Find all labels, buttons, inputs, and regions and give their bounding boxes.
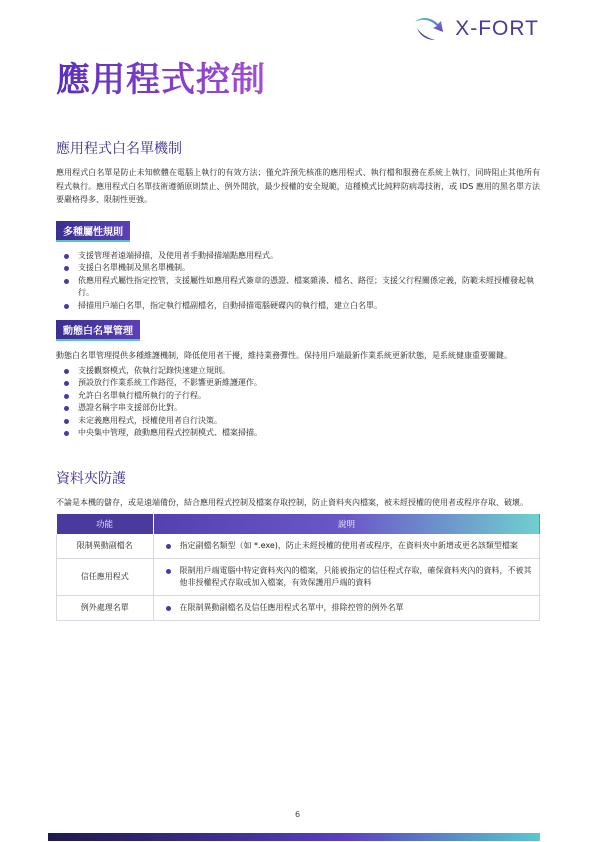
list-item: 預設放行作業系統工作路徑，不影響更新維護運作。 bbox=[56, 377, 540, 390]
xfort-swoosh-icon bbox=[413, 16, 447, 42]
table-cell-desc bbox=[153, 559, 540, 596]
table-cell-feature: 信任應用程式 bbox=[57, 559, 154, 596]
list-item: 支援管理者遠端掃描，及使用者手動掃描端點應用程式。 bbox=[56, 250, 540, 263]
multi-rules-list bbox=[56, 250, 540, 313]
tag-dynamic-whitelist: 動態白名單管理 bbox=[56, 320, 140, 341]
list-item: 掃描用戶端白名單，指定執行檔副檔名，自動掃描電腦硬碟內的執行檔，建立白名單。 bbox=[56, 300, 540, 313]
list-item: 支援觀察模式，依執行記錄快速建立規則。 bbox=[56, 365, 540, 378]
table-row bbox=[57, 534, 540, 559]
list-item: 未定義應用程式，授權使用者自行決策。 bbox=[56, 415, 540, 428]
table-cell-desc bbox=[153, 596, 540, 621]
table-cell-feature: 限制異動副檔名 bbox=[57, 534, 154, 559]
list-item: 依應用程式屬性指定控管，支援屬性如應用程式簽章的憑證、檔案雜湊、檔名、路徑；支援父行程關係定義，防範未經授權發起執行。 bbox=[56, 275, 540, 300]
feature-table bbox=[56, 514, 540, 621]
list-item: 在限制異動副檔名及信任應用程式名單中，排除控管的例外名單 bbox=[158, 602, 536, 614]
table-row bbox=[57, 559, 540, 596]
list-item: 中央集中管理，啟動應用程式控制模式、檔案掃描。 bbox=[56, 427, 540, 440]
logo-wordmark: X-FORT bbox=[455, 17, 539, 40]
content bbox=[56, 138, 540, 621]
section-folder-protection bbox=[56, 468, 540, 622]
list-item: 憑證名稱字串支援部份比對。 bbox=[56, 402, 540, 415]
list-item: 指定副檔名類型（如 *.exe)，防止未經授權的使用者或程序，在資料夾中新增或更名該類型檔案 bbox=[158, 540, 536, 552]
table-cell-feature: 例外處理名單 bbox=[57, 596, 154, 621]
section-heading: 資料夾防護 bbox=[56, 470, 126, 487]
table-header-desc: 說明 bbox=[153, 514, 540, 534]
table-row bbox=[57, 596, 540, 621]
dynamic-intro: 動態白名單管理提供多種維護機制，降低使用者干擾，維持業務彈性。保持用戶端最新作業系統更新狀態，是系統健康重要關鍵。 bbox=[56, 351, 512, 360]
dynamic-list bbox=[56, 365, 540, 440]
page-number: 6 bbox=[294, 810, 301, 819]
section-heading: 應用程式白名單機制 bbox=[56, 141, 182, 157]
tag-multi-rules: 多種屬性規則 bbox=[56, 221, 130, 242]
table-header-row bbox=[57, 514, 540, 534]
section-intro: 應用程式白名單是防止未知軟體在電腦上執行的有效方法；僅允許預先核准的應用程式、執行檔和服務在系統上執行，同時阻止其他所有程式執行。應用程式白名單技術遵循原則禁止、例外開放，最少授權的安全規範，這種模式比純粹防病毒技術，或 IDS 應用的黑名單方法要嚴格得多、限制性更強。 bbox=[56, 168, 540, 204]
page-title: 應用程式控制 bbox=[56, 52, 266, 101]
section-intro: 不論是本機的儲存，或是遠端備份，結合應用程式控制及檔案存取控制，防止資料夾內檔案，被未經授權的使用者或程序存取、破壞。 bbox=[56, 497, 528, 507]
footer-gradient-bar bbox=[48, 833, 540, 841]
list-item: 允許白名單執行檔所執行的子行程。 bbox=[56, 390, 540, 403]
section-app-whitelist bbox=[56, 138, 540, 440]
brand-logo bbox=[413, 16, 539, 42]
table-cell-desc bbox=[153, 534, 540, 559]
table-header-feature: 功能 bbox=[57, 514, 154, 534]
list-item: 限制用戶端電腦中特定資料夾內的檔案，只能被指定的信任程式存取，確保資料夾內的資料，不被其他非授權程式存取或加入檔案，有效保護用戶端的資料 bbox=[158, 565, 536, 589]
list-item: 支援白名單機制及黑名單機制。 bbox=[56, 262, 540, 275]
